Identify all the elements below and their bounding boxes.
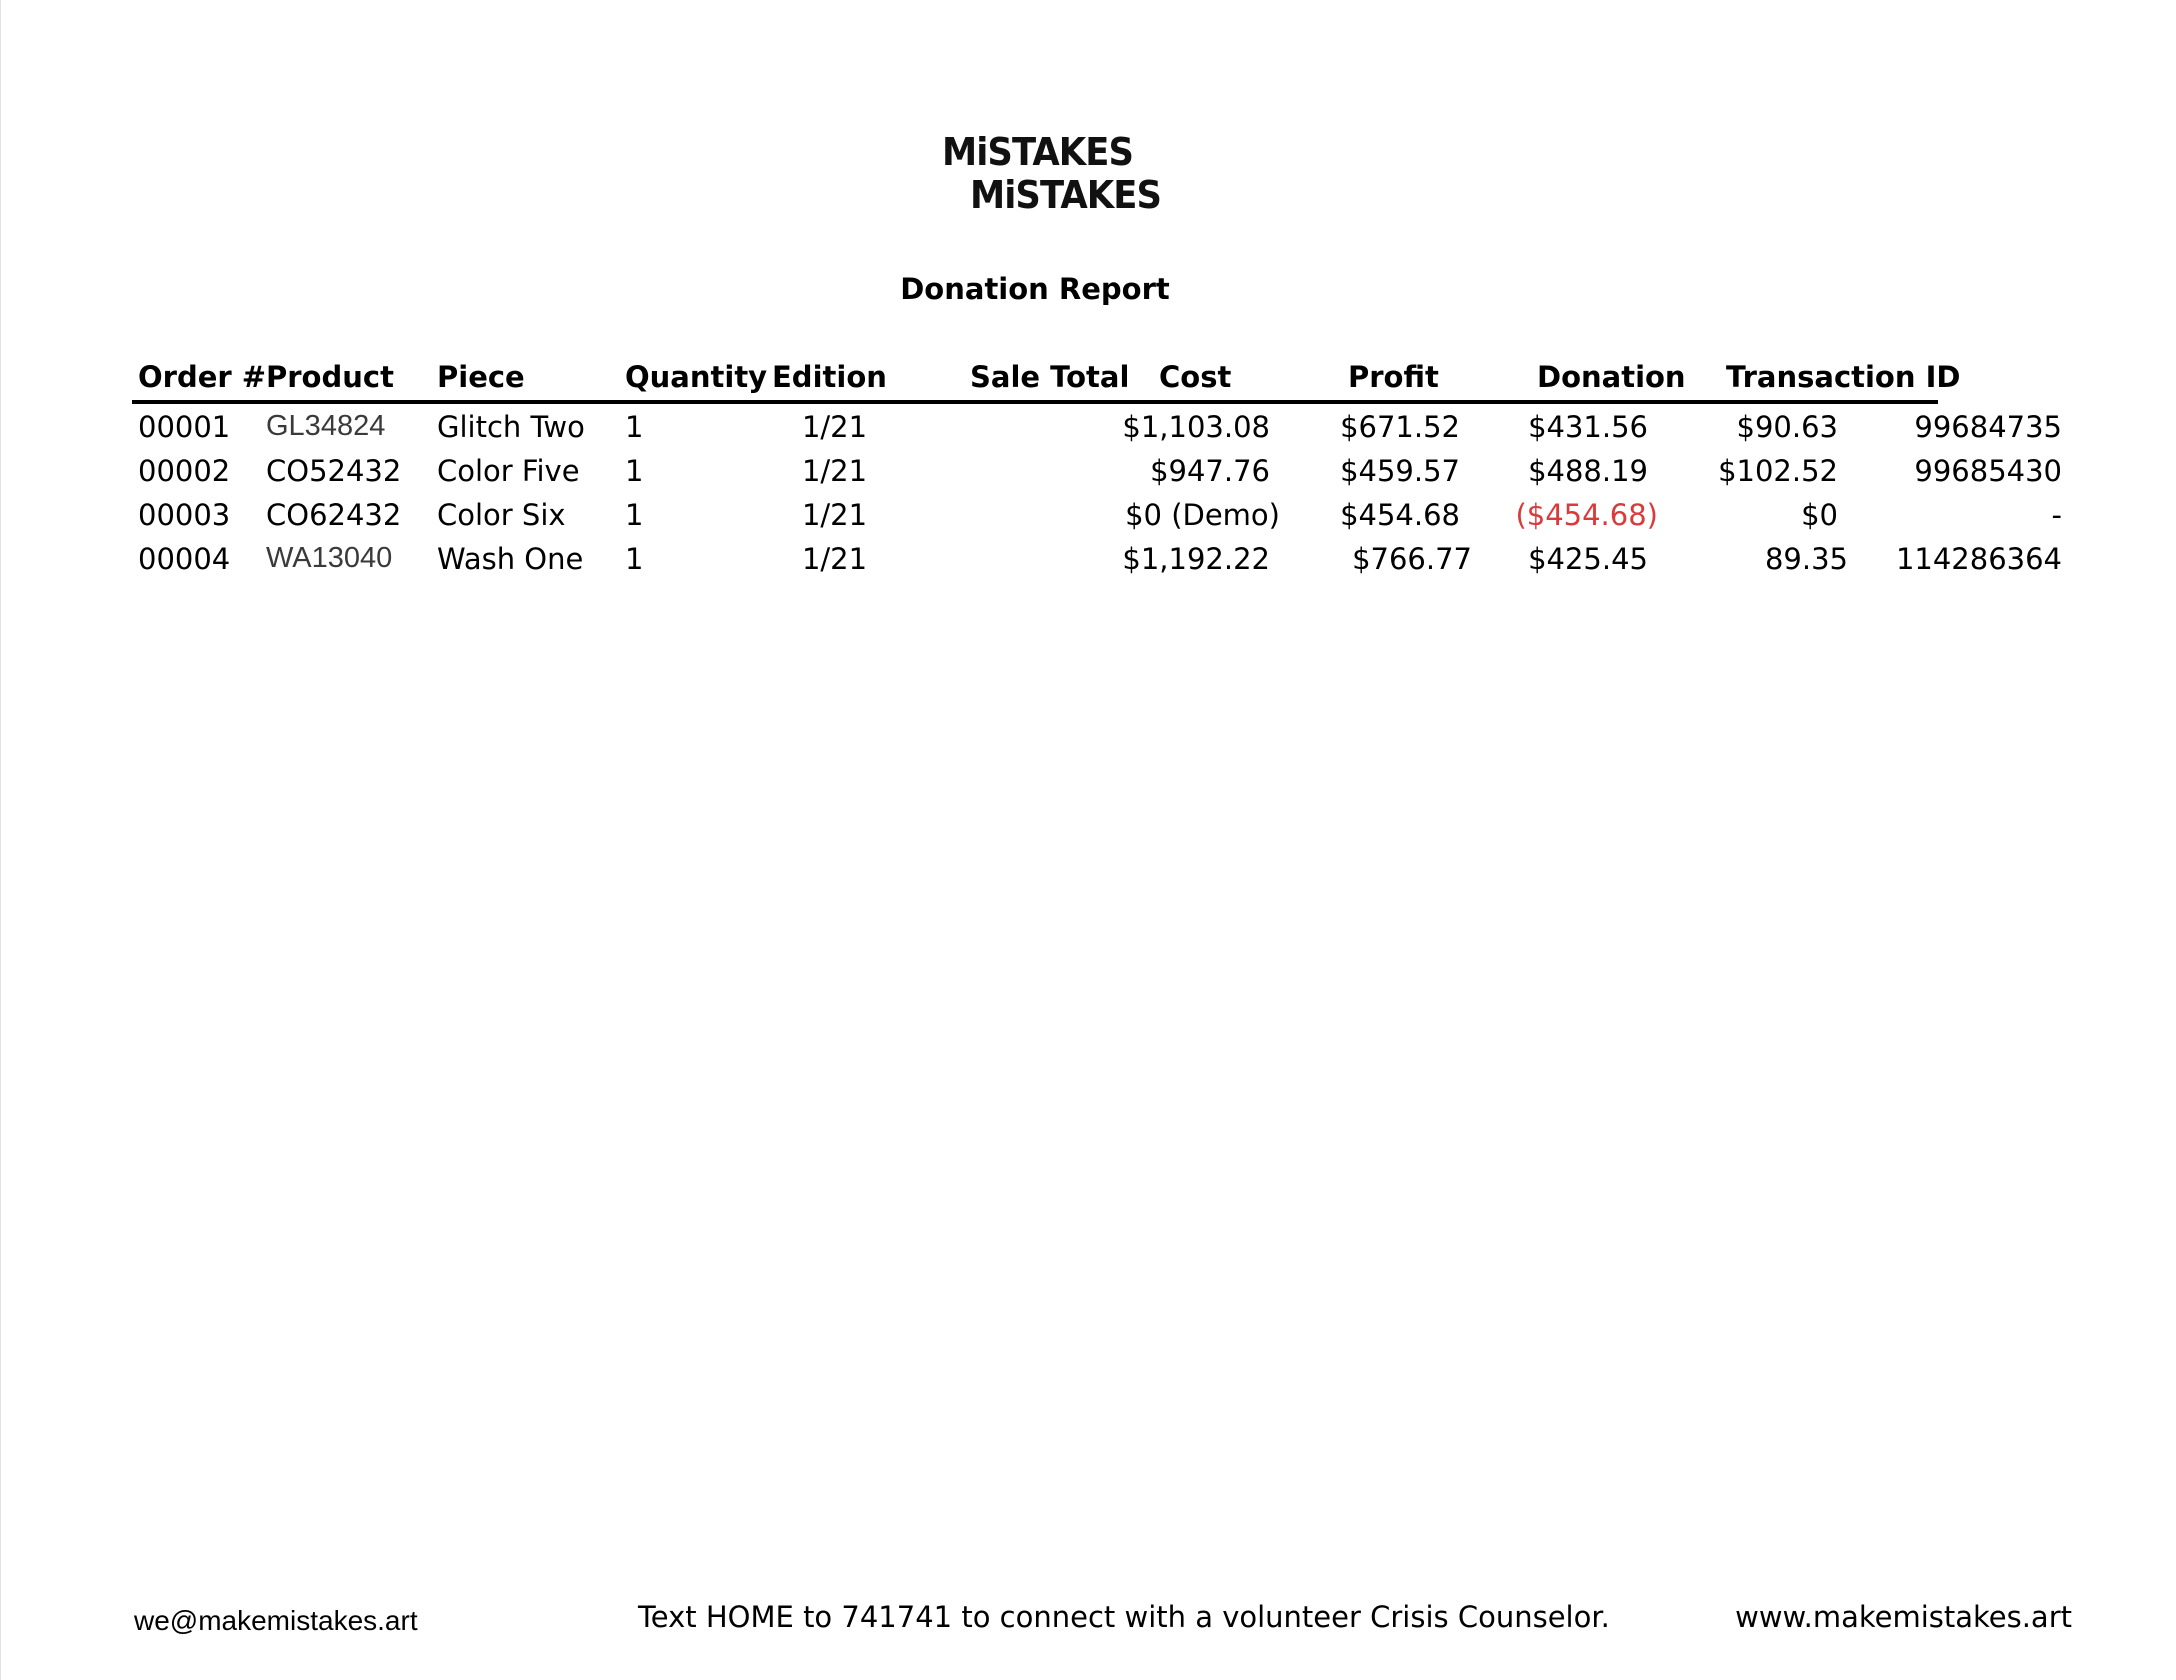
table-header-row [132,354,1961,404]
header-order: Order # [138,360,267,394]
cell-quantity: 1 [625,454,644,488]
report-title: Donation Report [900,272,1170,306]
footer-crisis-message: Text HOME to 741741 to connect with a volunteer Crisis Counselor. [638,1600,1610,1634]
header-donation: Donation [1537,360,1686,394]
cell-quantity: 1 [625,410,644,444]
cell-order: 00001 [138,410,231,444]
cell-order: 00002 [138,454,231,488]
cell-product: CO52432 [266,454,402,488]
cell-piece: Glitch Two [437,410,585,444]
table-row [132,448,2062,492]
cell-piece: Wash One [437,542,584,576]
cell-product: GL34824 [266,410,386,442]
cell-product: CO62432 [266,498,402,532]
cell-donation: 89.35 [1764,542,1848,576]
footer-website: www.makemistakes.art [1735,1600,2072,1634]
cell-donation: $90.63 [1736,410,1838,444]
cell-cost: $671.52 [1340,410,1460,444]
cell-piece: Color Five [437,454,580,488]
header-quantity: Quantity [625,360,768,394]
logo-line-1: MiSTAKES [942,130,1133,174]
cell-sale-total: $0 (Demo) [1125,498,1280,532]
cell-profit: $431.56 [1528,410,1648,444]
cell-sale-total: $1,103.08 [1122,410,1270,444]
header-piece: Piece [437,360,525,394]
cell-transaction-id: - [2051,498,2062,532]
cell-profit-negative: ($454.68) [1515,498,1658,532]
cell-edition: 1/21 [801,542,868,576]
header-transaction-id: Transaction ID [1726,360,1961,394]
cell-sale-total: $947.76 [1150,454,1270,488]
table-row [132,404,2062,448]
cell-quantity: 1 [625,498,644,532]
cell-profit: $488.19 [1528,454,1648,488]
cell-order: 00003 [138,498,231,532]
header-profit: Profit [1348,360,1439,394]
brand-logo [938,128,1168,224]
cell-donation: $0 [1801,498,1838,532]
footer-email: we@makemistakes.art [134,1605,418,1636]
header-sale-total: Sale Total [970,360,1130,394]
cell-cost: $766.77 [1352,542,1472,576]
logo-line-2: MiSTAKES [970,173,1161,217]
header-cost: Cost [1159,360,1232,394]
header-edition: Edition [772,360,887,394]
page-edge [0,0,1,1680]
cell-transaction-id: 99684735 [1914,410,2062,444]
cell-donation: $102.52 [1718,454,1838,488]
cell-edition: 1/21 [801,454,868,488]
cell-order: 00004 [138,542,231,576]
cell-cost: $454.68 [1340,498,1460,532]
cell-sale-total: $1,192.22 [1122,542,1270,576]
header-product: Product [266,360,394,394]
cell-edition: 1/21 [801,498,868,532]
cell-quantity: 1 [625,542,644,576]
cell-transaction-id: 99685430 [1914,454,2062,488]
cell-cost: $459.57 [1340,454,1460,488]
cell-profit: $425.45 [1528,542,1648,576]
cell-product: WA13040 [266,542,393,574]
cell-edition: 1/21 [801,410,868,444]
table-row [132,492,2062,536]
cell-piece: Color Six [437,498,566,532]
cell-transaction-id: 114286364 [1895,542,2062,576]
donation-table [132,354,2062,580]
table-row [132,536,2062,580]
